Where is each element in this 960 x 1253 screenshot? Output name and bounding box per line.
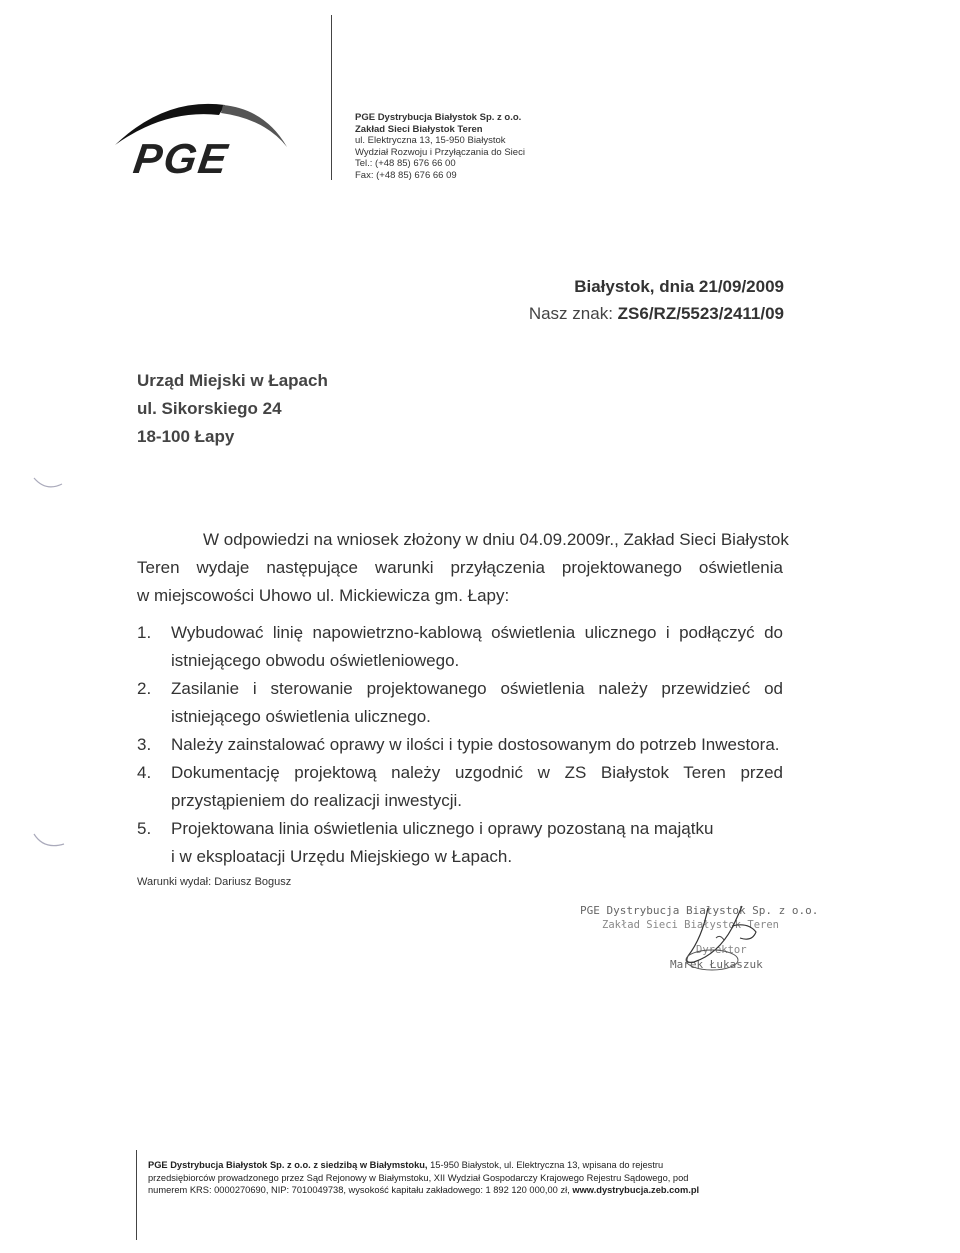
- intro-line-2: Teren wydaje następujące warunki przyłączenia projektowanego oświetlenia: [137, 558, 783, 577]
- stamp-line-2: Zakład Sieci Białystok Teren: [602, 919, 780, 931]
- reference-number: [529, 304, 784, 324]
- company-phone: Tel.: (+48 85) 676 66 00: [355, 158, 456, 169]
- footer-line-3: numerem KRS: 0000270690, NIP: 7010049738, wysokość kapitału zakładowego: 1 892 120 000,00 zł, www.dystrybucja.zeb.com.pl: [148, 1185, 700, 1195]
- recipient-name: Urząd Miejski w Łapach: [137, 371, 328, 390]
- place-date: Białystok, dnia 21/09/2009: [574, 277, 784, 296]
- company-name: PGE Dystrybucja Białystok Sp. z o.o.: [355, 112, 522, 123]
- footer-line-1: PGE Dystrybucja Białystok Sp. z o.o. z siedzibą w Białymstoku, 15-950 Białystok, ul. Elektryczna 13, wpisana do rejestru: [148, 1160, 664, 1170]
- handwritten-signature: [658, 898, 778, 978]
- punch-mark-bottom: [30, 828, 70, 858]
- reference-label: Nasz znak:: [528, 304, 613, 323]
- pge-logo: [105, 95, 295, 185]
- reference-value: ZS6/RZ/5523/2411/09: [617, 304, 784, 323]
- intro-line-1: W odpowiedzi na wniosek złożony w dniu 04.09.2009r., Zakład Sieci Białystok: [203, 530, 789, 549]
- director-stamp: [578, 898, 819, 978]
- punch-mark-top: [30, 470, 70, 500]
- recipient-city: 18-100 Łapy: [137, 427, 235, 446]
- company-fax: Fax: (+48 85) 676 66 09: [355, 169, 457, 181]
- recipient-street: ul. Sikorskiego 24: [137, 399, 282, 418]
- header-divider: [331, 15, 332, 180]
- stamp-line-4: Marek Łukaszuk: [670, 958, 763, 971]
- company-department: Wydział Rozwoju i Przyłączania do Sieci: [355, 146, 525, 158]
- company-unit: Zakład Sieci Białystok Teren: [355, 123, 483, 135]
- svg-text:PGE: PGE: [130, 135, 233, 182]
- company-street: ul. Elektryczna 13, 15-950 Białystok: [355, 135, 506, 146]
- footer-website[interactable]: www.dystrybucja.zeb.com.pl: [572, 1185, 700, 1195]
- stamp-line-3: Dyrektor: [696, 944, 747, 956]
- intro-line-3: w miejscowości Uhowo ul. Mickiewicza gm. Łapy:: [137, 586, 510, 605]
- issuer-note: Warunki wydał: Dariusz Bogusz: [137, 876, 292, 888]
- footer-divider: [136, 1150, 137, 1240]
- stamp-line-1: PGE Dystrybucja Białystok Sp. z o.o.: [580, 904, 819, 917]
- company-header: [355, 112, 525, 181]
- legal-footer: [148, 1159, 699, 1197]
- footer-line-2: przedsiębiorców prowadzonego przez Sąd Rejonowy w Białymstoku, XII Wydział Gospodarczy Krajowego Rejestru Sądowego, pod: [148, 1172, 689, 1183]
